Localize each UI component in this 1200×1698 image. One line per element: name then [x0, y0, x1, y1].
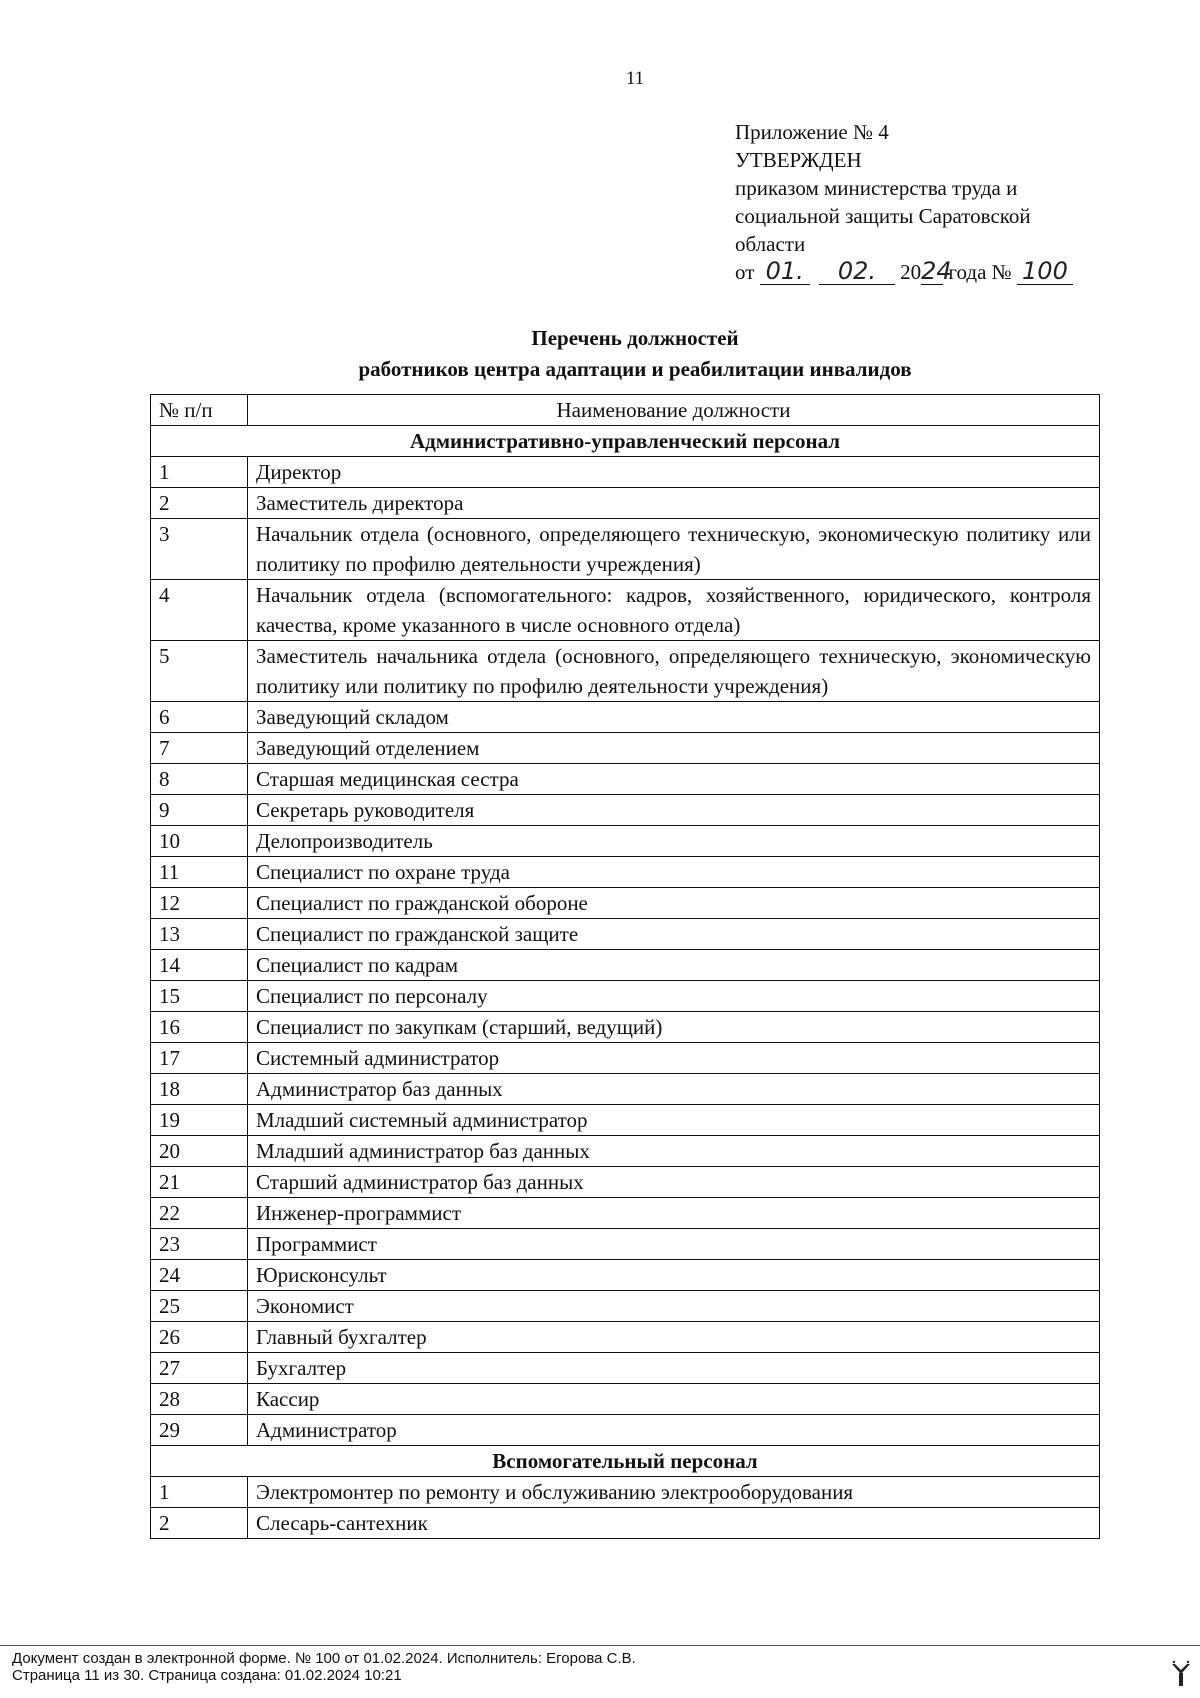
- position-name: Администратор баз данных: [248, 1074, 1100, 1105]
- row-number: 15: [151, 981, 248, 1012]
- row-number: 25: [151, 1291, 248, 1322]
- row-number: 23: [151, 1229, 248, 1260]
- order-line-2: социальной защиты Саратовской: [735, 204, 1031, 228]
- table-row: [151, 457, 1100, 488]
- approval-block: [735, 118, 1135, 286]
- position-name: Старшая медицинская сестра: [248, 764, 1100, 795]
- position-name: Администратор: [248, 1415, 1100, 1446]
- row-number: 5: [151, 641, 248, 702]
- position-name: Начальник отдела (вспомогательного: кадров, хозяйственного, юридического, контроля качества, кроме указанного в числе основного отдела): [248, 580, 1100, 641]
- appendix-label: Приложение № 4: [735, 120, 889, 144]
- row-number: 16: [151, 1012, 248, 1043]
- table-row: [151, 1477, 1100, 1508]
- row-number: 13: [151, 919, 248, 950]
- page-number: 11: [625, 68, 645, 89]
- table-row: [151, 888, 1100, 919]
- row-number: 28: [151, 1384, 248, 1415]
- position-name: Заместитель начальника отдела (основного, определяющего техническую, экономическую политику или политику по профилю деятельности учреждения): [248, 641, 1100, 702]
- order-date-line: [735, 258, 1135, 286]
- position-name: Электромонтер по ремонту и обслуживанию электрооборудования: [248, 1477, 1100, 1508]
- position-name: Инженер-программист: [248, 1198, 1100, 1229]
- position-name: Специалист по кадрам: [248, 950, 1100, 981]
- row-number: 19: [151, 1105, 248, 1136]
- table-row: [151, 919, 1100, 950]
- order-line-1: приказом министерства труда и: [735, 176, 1018, 200]
- table-row: [151, 1384, 1100, 1415]
- table-row: [151, 1167, 1100, 1198]
- position-name: Бухгалтер: [248, 1353, 1100, 1384]
- position-name: Экономист: [248, 1291, 1100, 1322]
- position-name: Директор: [248, 457, 1100, 488]
- document-title-line-2: работников центра адаптации и реабилитации инвалидов: [358, 357, 912, 381]
- section-header-row: [151, 1446, 1100, 1477]
- row-number: 7: [151, 733, 248, 764]
- table-header-row: [151, 395, 1100, 426]
- position-name: Младший администратор баз данных: [248, 1136, 1100, 1167]
- number-prefix: года №: [948, 260, 1012, 284]
- position-name: Начальник отдела (основного, определяющего техническую, экономическую политику или политику по профилю деятельности учреждения): [248, 519, 1100, 580]
- row-number: 12: [151, 888, 248, 919]
- row-number: 26: [151, 1322, 248, 1353]
- table-row: [151, 857, 1100, 888]
- table-row: [151, 1229, 1100, 1260]
- position-name: Специалист по охране труда: [248, 857, 1100, 888]
- position-name: Делопроизводитель: [248, 826, 1100, 857]
- row-number: 10: [151, 826, 248, 857]
- table-row: [151, 1322, 1100, 1353]
- position-name: Программист: [248, 1229, 1100, 1260]
- table-row: [151, 1012, 1100, 1043]
- position-name: Заместитель директора: [248, 488, 1100, 519]
- row-number: 4: [151, 580, 248, 641]
- table-row: [151, 733, 1100, 764]
- row-number: 27: [151, 1353, 248, 1384]
- approved-label: УТВЕРЖДЕН: [735, 148, 862, 172]
- position-name: Системный администратор: [248, 1043, 1100, 1074]
- row-number: 8: [151, 764, 248, 795]
- table-row: [151, 1105, 1100, 1136]
- position-name: Главный бухгалтер: [248, 1322, 1100, 1353]
- section-title: Вспомогательный персонал: [151, 1446, 1100, 1477]
- table-row: [151, 1136, 1100, 1167]
- document-title-line-1: Перечень должностей: [531, 326, 739, 350]
- table-body: [151, 426, 1100, 1539]
- row-number: 3: [151, 519, 248, 580]
- table-row: [151, 1508, 1100, 1539]
- handwritten-day: 01.: [760, 258, 810, 285]
- row-number: 24: [151, 1260, 248, 1291]
- footer-line-1: Документ создан в электронной форме. № 100 от 01.02.2024. Исполнитель: Егорова С.В.: [12, 1650, 636, 1667]
- table-row: [151, 950, 1100, 981]
- table-row: [151, 1353, 1100, 1384]
- position-name: Слесарь-сантехник: [248, 1508, 1100, 1539]
- row-number: 14: [151, 950, 248, 981]
- row-number: 1: [151, 1477, 248, 1508]
- row-number: 22: [151, 1198, 248, 1229]
- row-number: 18: [151, 1074, 248, 1105]
- table-row: [151, 641, 1100, 702]
- table-row: [151, 488, 1100, 519]
- footer: [12, 1650, 636, 1684]
- table-row: [151, 1415, 1100, 1446]
- handwritten-year: 24: [921, 257, 952, 285]
- header-name: Наименование должности: [248, 395, 1100, 426]
- table-row: [151, 1074, 1100, 1105]
- footer-divider: [0, 1645, 1200, 1646]
- handwritten-number: 100: [1017, 258, 1073, 285]
- row-number: 11: [151, 857, 248, 888]
- table-row: [151, 1260, 1100, 1291]
- position-name: Секретарь руководителя: [248, 795, 1100, 826]
- row-number: 6: [151, 702, 248, 733]
- section-header-row: [151, 426, 1100, 457]
- section-title: Административно-управленческий персонал: [151, 426, 1100, 457]
- handwritten-month: 02.: [819, 258, 895, 285]
- table-row: [151, 1198, 1100, 1229]
- table-row: [151, 519, 1100, 580]
- position-name: Юрисконсульт: [248, 1260, 1100, 1291]
- row-number: 9: [151, 795, 248, 826]
- table-row: [151, 1291, 1100, 1322]
- position-name: Специалист по персоналу: [248, 981, 1100, 1012]
- position-name: Специалист по закупкам (старший, ведущий): [248, 1012, 1100, 1043]
- row-number: 20: [151, 1136, 248, 1167]
- row-number: 1: [151, 457, 248, 488]
- position-name: Заведующий складом: [248, 702, 1100, 733]
- position-name: Кассир: [248, 1384, 1100, 1415]
- table-row: [151, 795, 1100, 826]
- row-number: 29: [151, 1415, 248, 1446]
- position-name: Заведующий отделением: [248, 733, 1100, 764]
- table-row: [151, 1043, 1100, 1074]
- header-num: № п/п: [151, 395, 248, 426]
- table-row: [151, 702, 1100, 733]
- position-name: Специалист по гражданской обороне: [248, 888, 1100, 919]
- position-name: Старший администратор баз данных: [248, 1167, 1100, 1198]
- row-number: 2: [151, 488, 248, 519]
- position-name: Младший системный администратор: [248, 1105, 1100, 1136]
- row-number: 2: [151, 1508, 248, 1539]
- order-line-3: области: [735, 232, 806, 256]
- position-name: Специалист по гражданской защите: [248, 919, 1100, 950]
- row-number: 21: [151, 1167, 248, 1198]
- date-prefix: от: [735, 260, 755, 284]
- table-row: [151, 580, 1100, 641]
- table-row: [151, 826, 1100, 857]
- region-emblem-icon: [1170, 1660, 1192, 1688]
- positions-table: [150, 394, 1100, 1539]
- year-prefix: 20: [900, 260, 922, 284]
- table-row: [151, 764, 1100, 795]
- row-number: 17: [151, 1043, 248, 1074]
- table-row: [151, 981, 1100, 1012]
- footer-line-2: Страница 11 из 30. Страница создана: 01.02.2024 10:21: [12, 1667, 402, 1684]
